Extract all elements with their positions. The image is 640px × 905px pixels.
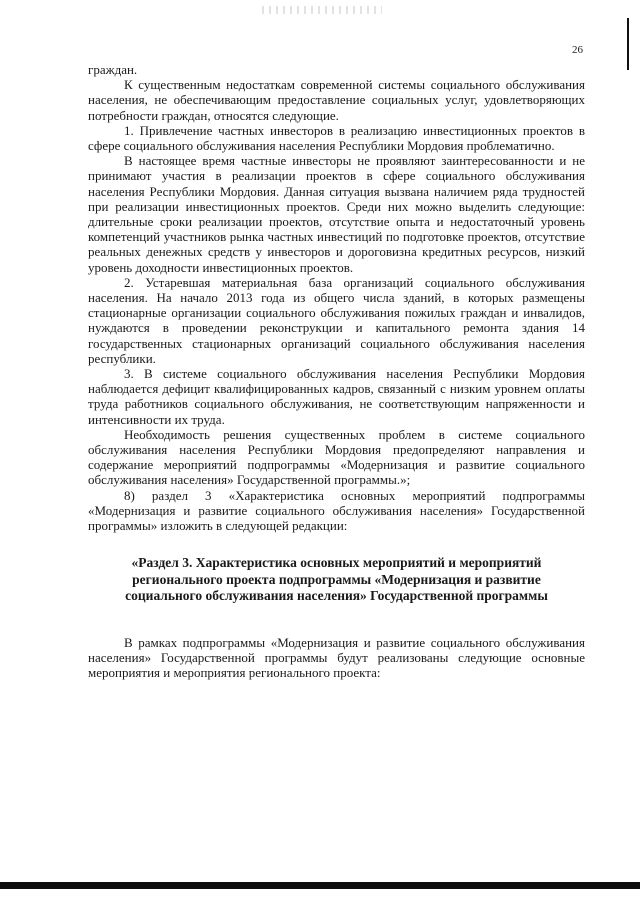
paragraph-investors: В настоящее время частные инвесторы не проявляют заинтересованности и не принимают участия в реализации проектов в сфере социального обслуживания населения Республики Мордовия. Данная ситуация вызвана наличием ряда трудностей при реализации инвестиционных проектов. Среди них можно выделить следующие: длительные сроки реализации проектов, отсутствие опыта и недостаточный уровень компетенций участников рынка частных инвестиций по подготовке проектов, отсутствие реальных денежных средств у инвесторов и дороговизна кредитных ресурсов, низкий уровень доходности инвестиционных проектов.: [88, 153, 585, 275]
binder-edge-mark: [627, 18, 629, 70]
document-body: [88, 62, 585, 680]
page-number: 26: [572, 44, 583, 56]
paragraph-item-2: 2. Устаревшая материальная база организаций социального обслуживания населения. На начало 2013 года из общего числа зданий, в которых размещены стационарные организации социального обслуживания пожилых граждан и инвалидов, нуждаются в проведении реконструкции и капитального ремонта здания 14 государственных стационарных организаций социального обслуживания населения республики.: [88, 274, 585, 366]
paragraph-shortcomings-intro: К существенным недостаткам современной системы социального обслуживания населения, не обеспечивающим предоставление социальных услуг, удовлетворяющих потребности граждан, относятся следующие.: [88, 77, 585, 123]
paragraph-necessity: Необходимость решения существенных проблем в системе социального обслуживания населения Республики Мордовия предопределяют направления и содержание мероприятий подпрограммы «Модернизация и развитие социального обслуживания населения» Государственной программы.»;: [88, 426, 585, 488]
paragraph-continuation: граждан.: [88, 62, 138, 77]
scan-bottom-edge: [0, 882, 640, 889]
scan-artifact: [262, 6, 382, 14]
paragraph-item-3: 3. В системе социального обслуживания населения Республики Мордовия наблюдается дефицит квалифицированных кадров, связанный с низким уровнем оплаты труда работников социального обслуживания, не соответствующим напряженности и интенсивности их труда.: [88, 366, 585, 427]
section-heading: «Раздел 3. Характеристика основных мероприятий и мероприятий регионального проекта подпрограммы «Модернизация и развитие социального обслуживания населения» Государственной программы: [125, 555, 548, 604]
paragraph-closing: В рамках подпрограммы «Модернизация и развитие социального обслуживания населения» Государственной программы будут реализованы следующие основные мероприятия и мероприятия регионального проекта:: [88, 634, 585, 681]
paragraph-item-1: 1. Привлечение частных инвесторов в реализацию инвестиционных проектов в сфере социального обслуживания населения Республики Мордовия проблематично.: [88, 122, 585, 154]
paragraph-amendment-8: 8) раздел 3 «Характеристика основных мероприятий подпрограммы «Модернизация и развитие социального обслуживания населения» Государственной программы» изложить в следующей редакции:: [88, 487, 585, 534]
